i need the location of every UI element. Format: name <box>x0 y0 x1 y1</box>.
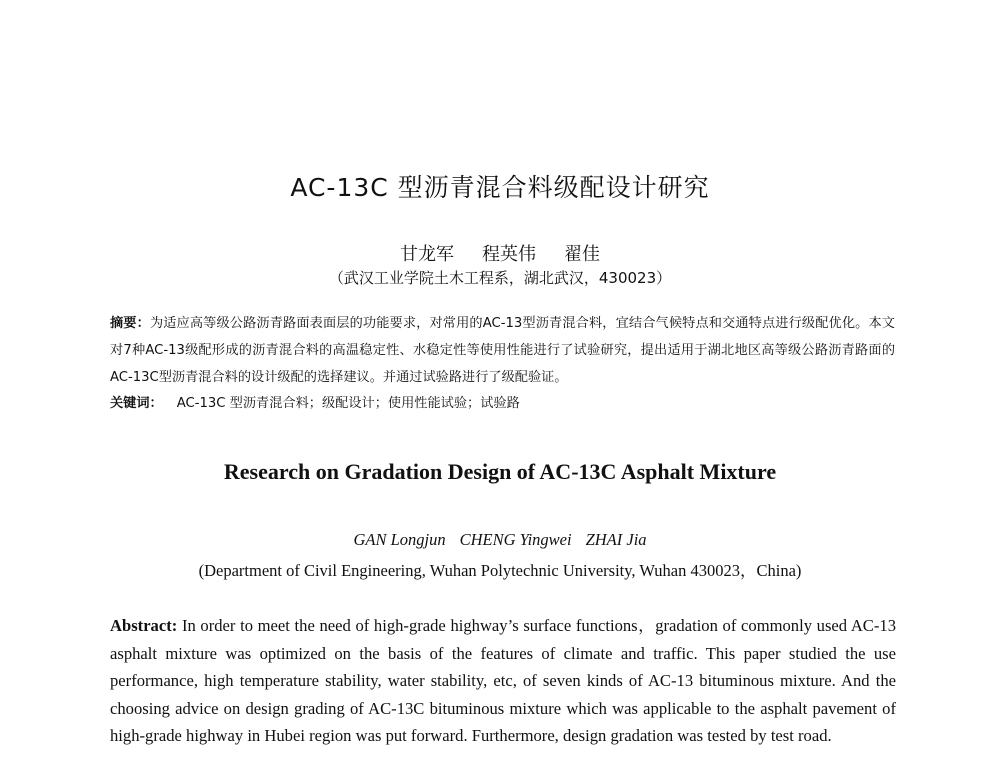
abstract-text: In order to meet the need of high-grade highway’s surface functions，gradation of commonly used AC-13 asphalt mixture was optimized on the basis of the features of climate and traffic. This paper studied the use performance, high temperature stability, water stability, etc, of seven kinds of AC-13 bituminous mixture. And the choosing advice on design grading of AC-13C bituminous mixture which was applicable to the asphalt pavement of high-grade highway in Hubei region was put forward. Furthermore, design gradation was tested by test road. <box>110 616 896 745</box>
english-authors <box>0 530 1000 550</box>
chinese-keywords <box>110 392 520 411</box>
author: CHENG Yingwei <box>459 530 572 549</box>
chinese-title: AC-13C 型沥青混合料级配设计研究 <box>290 173 710 202</box>
english-title: Research on Gradation Design of AC-13C Asphalt Mixture <box>223 459 777 484</box>
chinese-abstract <box>110 310 895 391</box>
abstract-text: 为适应高等级公路沥青路面表面层的功能要求，对常用的AC-13型沥青混合料，宜结合气候特点和交通特点进行级配优化。本文对7种AC-13级配形成的沥青混合料的高温稳定性、水稳定性等使用性能进行了试验研究，提出适用于湖北地区高等级公路沥青路面的AC-13C型沥青混合料的设计级配的选择建议。并通过试验路进行了级配验证。 <box>110 316 895 385</box>
chinese-affiliation: （武汉工业学院土木工程系，湖北武汉，430023） <box>328 269 672 287</box>
english-abstract <box>110 612 896 750</box>
keywords-label: 关键词： <box>110 396 163 411</box>
english-affiliation: (Department of Civil Engineering, Wuhan Polytechnic University, Wuhan 430023，China) <box>198 561 802 580</box>
abstract-label: 摘要： <box>110 316 150 331</box>
abstract-label: Abstract: <box>110 616 178 635</box>
author: 翟佳 <box>564 244 600 265</box>
keywords-text: AC-13C 型沥青混合料；级配设计；使用性能试验；试验路 <box>176 396 520 411</box>
author: 程英伟 <box>482 244 536 265</box>
author: 甘龙军 <box>400 244 454 265</box>
chinese-authors <box>0 240 1000 266</box>
author: GAN Longjun <box>353 530 446 549</box>
author: ZHAI Jia <box>585 530 647 549</box>
